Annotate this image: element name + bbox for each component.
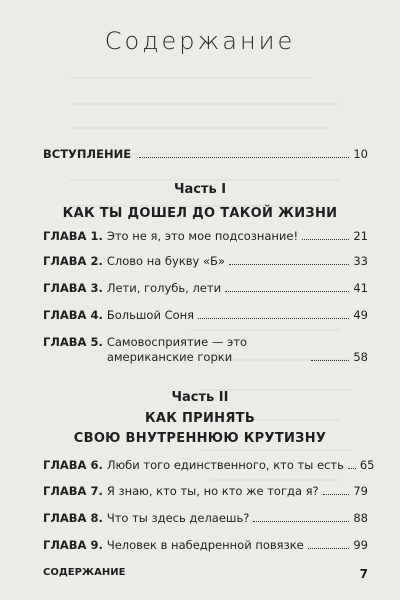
page-title: Содержание bbox=[104, 27, 296, 55]
toc-entry bbox=[43, 458, 375, 473]
chapter-title: Слово на букву «Б» bbox=[106, 254, 225, 268]
toc-entry bbox=[43, 229, 368, 244]
chapter-number: ГЛАВА 4. bbox=[43, 308, 103, 322]
leader-dots bbox=[225, 291, 349, 292]
page-number: 65 bbox=[359, 458, 375, 472]
toc-entry bbox=[43, 538, 368, 553]
chapter-number: ГЛАВА 5. bbox=[43, 335, 103, 349]
leader-dots bbox=[302, 239, 349, 240]
part-label: Часть I bbox=[173, 182, 227, 197]
toc-entry bbox=[43, 281, 368, 296]
leader-dots bbox=[139, 157, 349, 158]
chapter-number: ГЛАВА 8. bbox=[43, 511, 103, 525]
toc-entry-intro bbox=[43, 147, 368, 162]
chapter-number: ГЛАВА 1. bbox=[43, 229, 103, 243]
chapter-number: ГЛАВА 9. bbox=[43, 538, 103, 552]
toc-entry bbox=[43, 484, 368, 499]
leader-dots bbox=[348, 468, 356, 469]
chapter-title: Большой Соня bbox=[106, 308, 195, 322]
page-number: 79 bbox=[353, 484, 368, 498]
chapter-number: ГЛАВА 2. bbox=[43, 254, 103, 268]
chapter-number: ГЛАВА 3. bbox=[43, 281, 103, 295]
part-title-line: КАК ПРИНЯТЬ bbox=[144, 411, 256, 426]
running-head: СОДЕРЖАНИЕ bbox=[43, 567, 126, 578]
page-number: 10 bbox=[353, 147, 368, 161]
chapter-title: Самовосприятие — это американские горки bbox=[106, 335, 248, 364]
leader-dots bbox=[311, 360, 350, 361]
toc-entry bbox=[43, 335, 368, 365]
folio: 7 bbox=[359, 567, 368, 581]
page-number: 99 bbox=[353, 538, 368, 552]
chapter-title: Это не я, это мое подсознание! bbox=[106, 229, 299, 243]
toc-entry bbox=[43, 511, 368, 526]
leader-dots bbox=[229, 264, 349, 265]
toc-entry bbox=[43, 254, 368, 269]
part-title: КАК ТЫ ДОШЕЛ ДО ТАКОЙ ЖИЗНИ bbox=[62, 206, 338, 221]
page-number: 58 bbox=[353, 350, 368, 364]
part-label: Часть II bbox=[171, 390, 229, 405]
leader-dots bbox=[198, 318, 349, 319]
chapter-title: Люби того единственного, кто ты есть bbox=[106, 458, 344, 472]
page-footer bbox=[43, 567, 368, 581]
chapter-title: Я знаю, кто ты, но кто же тогда я? bbox=[106, 484, 319, 498]
chapter-title: Что ты здесь делаешь? bbox=[106, 511, 250, 525]
part-title-line: СВОЮ ВНУТРЕННЮЮ КРУТИЗНУ bbox=[73, 431, 327, 446]
chapter-title: Человек в набедренной повязке bbox=[106, 538, 304, 552]
toc-entry bbox=[43, 308, 368, 323]
chapter-number: ГЛАВА 7. bbox=[43, 484, 103, 498]
intro-label: ВСТУПЛЕНИЕ bbox=[43, 147, 132, 161]
page-number: 41 bbox=[353, 281, 368, 295]
page-number: 88 bbox=[353, 511, 368, 525]
leader-dots bbox=[323, 494, 350, 495]
leader-dots bbox=[253, 521, 349, 522]
chapter-title: Лети, голубь, лети bbox=[106, 281, 222, 295]
page-number: 49 bbox=[353, 308, 368, 322]
leader-dots bbox=[308, 548, 350, 549]
chapter-number: ГЛАВА 6. bbox=[43, 458, 103, 472]
page-number: 33 bbox=[353, 254, 368, 268]
page-number: 21 bbox=[353, 229, 368, 243]
